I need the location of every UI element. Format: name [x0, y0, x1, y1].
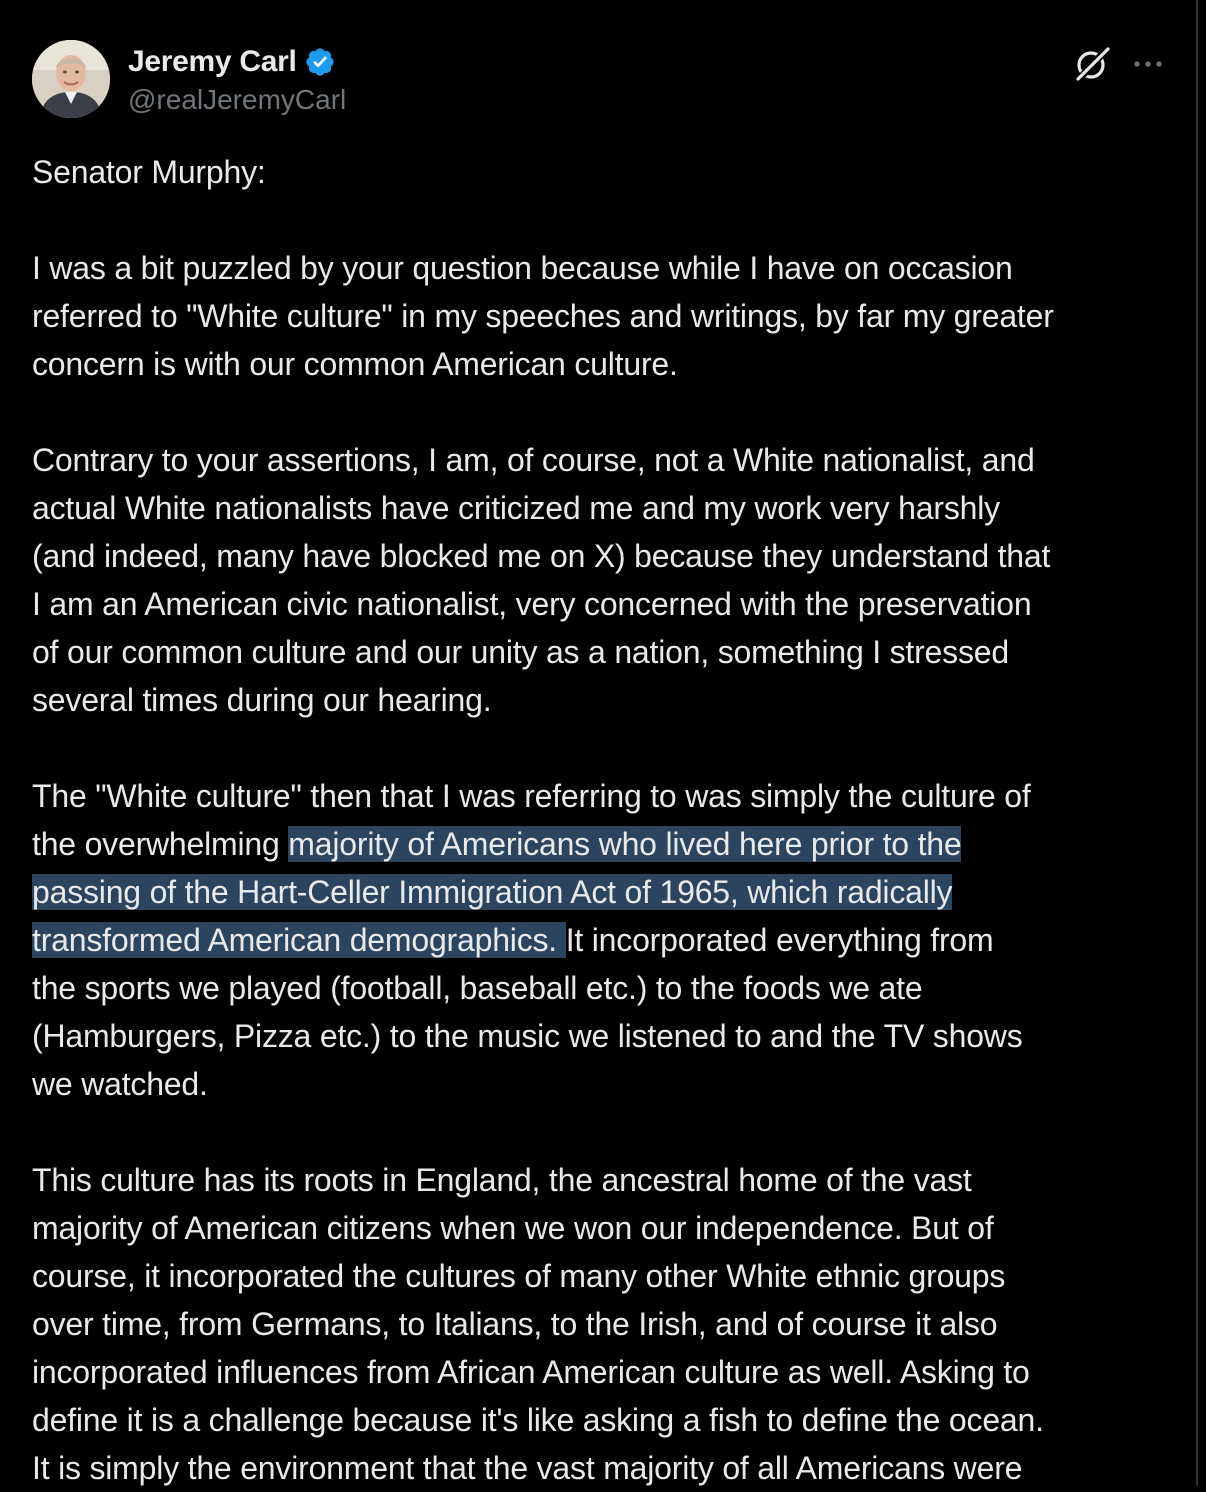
text-line: define it is a challenge because it's like asking a fish to define the ocean.: [32, 1402, 1044, 1438]
selected-text: passing of the Hart-Celler Immigration Act of 1965, which radically: [32, 874, 953, 910]
text-line: [32, 916, 1182, 964]
text-line: we watched.: [32, 1066, 208, 1102]
text-line: I am an American civic nationalist, very concerned with the preservation: [32, 586, 1032, 622]
handle[interactable]: @realJeremyCarl: [128, 84, 347, 115]
text-line: actual White nationalists have criticized me and my work very harshly: [32, 490, 1000, 526]
salutation: Senator Murphy:: [32, 154, 266, 190]
selected-text: transformed American demographics.: [32, 922, 566, 958]
profile-photo-icon: [32, 40, 110, 118]
post-text: [32, 148, 1182, 1492]
paragraph-gap: [32, 1108, 1182, 1156]
text-line: The "White culture" then that I was referring to was simply the culture of: [32, 778, 1031, 814]
display-name[interactable]: Jeremy Carl: [128, 45, 297, 78]
text-line: over time, from Germans, to Italians, to the Irish, and of course it also: [32, 1306, 998, 1342]
display-name-row: [128, 42, 346, 82]
text-line: [32, 820, 1182, 868]
text-line: Contrary to your assertions, I am, of course, not a White nationalist, and: [32, 442, 1035, 478]
selected-text: majority of Americans who lived here prior to the: [288, 826, 962, 862]
post-header: [32, 40, 1172, 120]
text-line: (and indeed, many have blocked me on X) because they understand that: [32, 538, 1051, 574]
text-line: majority of American citizens when we won our independence. But of: [32, 1210, 994, 1246]
verified-badge-icon[interactable]: [304, 46, 336, 78]
text-line: the sports we played (football, baseball etc.) to the foods we ate: [32, 970, 923, 1006]
grok-icon[interactable]: [1072, 44, 1112, 84]
text-line: This culture has its roots in England, the ancestral home of the vast: [32, 1162, 972, 1198]
text-line: (Hamburgers, Pizza etc.) to the music we listened to and the TV shows: [32, 1018, 1023, 1054]
text-line: I was a bit puzzled by your question because while I have on occasion: [32, 250, 1013, 286]
text-line: referred to "White culture" in my speeches and writings, by far my greater: [32, 298, 1054, 334]
text-line: several times during our hearing.: [32, 682, 492, 718]
paragraph-gap: [32, 724, 1182, 772]
avatar[interactable]: [32, 40, 110, 118]
paragraph-gap: [32, 388, 1182, 436]
text-line: It is simply the environment that the vast majority of all Americans were: [32, 1450, 1023, 1486]
text-line: course, it incorporated the cultures of many other White ethnic groups: [32, 1258, 1006, 1294]
more-options-icon[interactable]: [1128, 44, 1168, 84]
text-line: of our common culture and our unity as a nation, something I stressed: [32, 634, 1009, 670]
paragraph-gap: [32, 196, 1182, 244]
text-line: incorporated influences from African American culture as well. Asking to: [32, 1354, 1030, 1390]
plain-text: It incorporated everything from: [565, 922, 994, 958]
plain-text: the overwhelming: [32, 826, 289, 862]
text-line: concern is with our common American culture.: [32, 346, 678, 382]
column-border: [1196, 0, 1198, 1486]
author-names: [128, 42, 346, 116]
text-line: [32, 868, 1182, 916]
